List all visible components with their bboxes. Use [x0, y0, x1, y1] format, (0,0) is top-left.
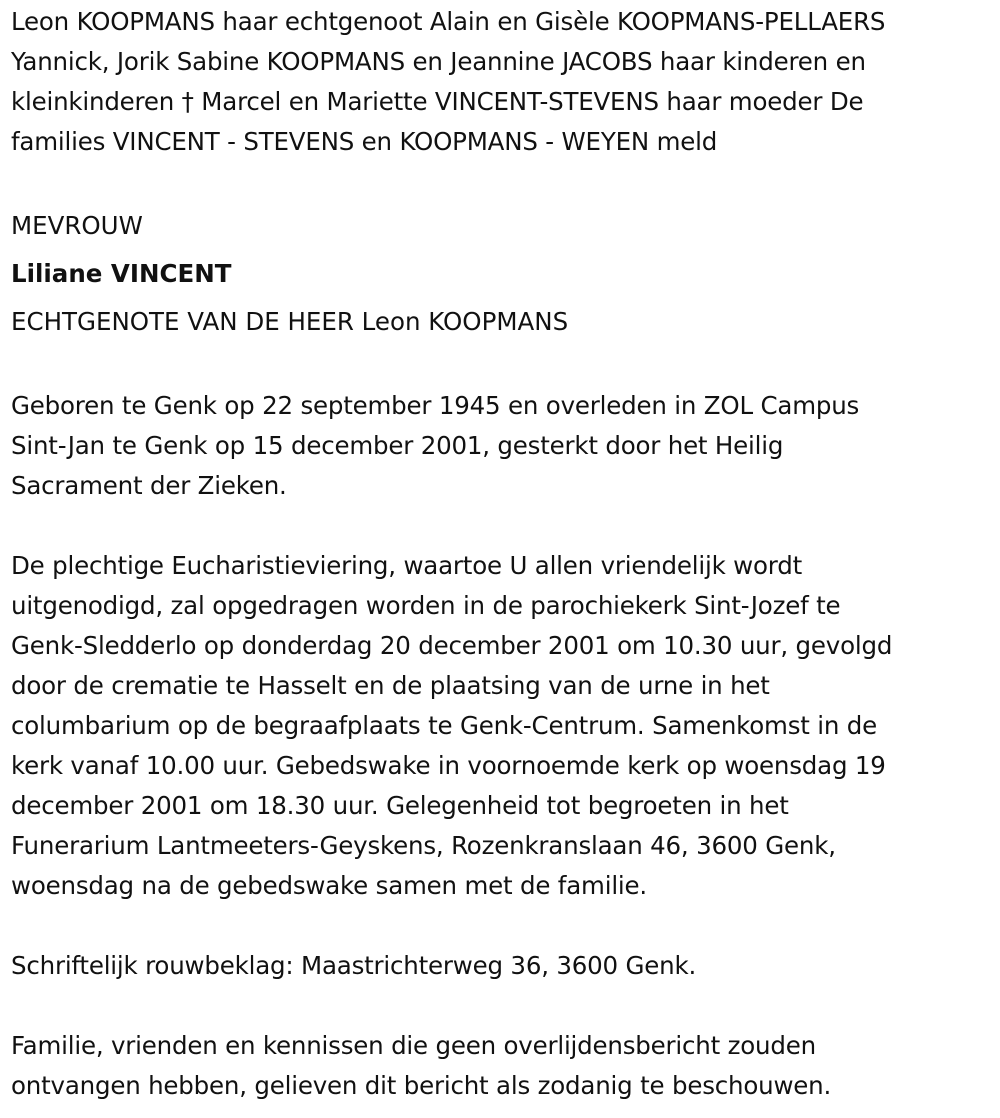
- birth-death-line: Sacrament der Zieken.: [11, 471, 287, 500]
- birth-death-line: Sint-Jan te Genk op 15 december 2001, gesterkt door het Heilig: [11, 431, 784, 460]
- ceremony-line: uitgenodigd, zal opgedragen worden in de parochiekerk Sint-Jozef te: [11, 591, 841, 620]
- ceremony-line: Funerarium Lantmeeters-Geyskens, Rozenkranslaan 46, 3600 Genk,: [11, 831, 836, 860]
- intro-line: families VINCENT - STEVENS en KOOPMANS - WEYEN meld: [11, 127, 718, 156]
- closing-line: ontvangen hebben, gelieven dit bericht als zodanig te beschouwen.: [11, 1071, 832, 1100]
- salutation: MEVROUW: [11, 211, 143, 240]
- spacer: [11, 162, 991, 202]
- birth-death-paragraph: [11, 386, 991, 506]
- ceremony-line: De plechtige Eucharistieviering, waartoe U allen vriendelijk wordt: [11, 551, 803, 580]
- condolence-line: Schriftelijk rouwbeklag: Maastrichterweg 36, 3600 Genk.: [11, 951, 697, 980]
- intro-paragraph: [11, 2, 991, 162]
- ceremony-line: woensdag na de gebedswake samen met de familie.: [11, 871, 647, 900]
- intro-line: Leon KOOPMANS haar echtgenoot Alain en Gisèle KOOPMANS-PELLAERS: [11, 7, 886, 36]
- closing-paragraph: [11, 1026, 991, 1106]
- intro-line: kleinkinderen † Marcel en Mariette VINCENT-STEVENS haar moeder De: [11, 87, 864, 116]
- birth-death-line: Geboren te Genk op 22 september 1945 en overleden in ZOL Campus: [11, 391, 860, 420]
- ceremony-paragraph: [11, 546, 991, 906]
- spacer: [11, 906, 991, 946]
- ceremony-line: Genk-Sledderlo op donderdag 20 december 2001 om 10.30 uur, gevolgd: [11, 631, 893, 660]
- death-announcement: [11, 2, 991, 1106]
- condolence-paragraph: [11, 946, 991, 986]
- ceremony-line: kerk vanaf 10.00 uur. Gebedswake in voornoemde kerk op woensdag 19: [11, 751, 886, 780]
- spouse-line: ECHTGENOTE VAN DE HEER Leon KOOPMANS: [11, 307, 569, 336]
- ceremony-line: december 2001 om 18.30 uur. Gelegenheid tot begroeten in het: [11, 791, 789, 820]
- spacer: [11, 346, 991, 386]
- intro-line: Yannick, Jorik Sabine KOOPMANS en Jeannine JACOBS haar kinderen en: [11, 47, 866, 76]
- ceremony-line: columbarium op de begraafplaats te Genk-Centrum. Samenkomst in de: [11, 711, 878, 740]
- deceased-name: Liliane VINCENT: [11, 259, 232, 288]
- spacer: [11, 506, 991, 546]
- spacer: [11, 986, 991, 1026]
- ceremony-line: door de crematie te Hasselt en de plaatsing van de urne in het: [11, 671, 770, 700]
- closing-line: Familie, vrienden en kennissen die geen overlijdensbericht zouden: [11, 1031, 816, 1060]
